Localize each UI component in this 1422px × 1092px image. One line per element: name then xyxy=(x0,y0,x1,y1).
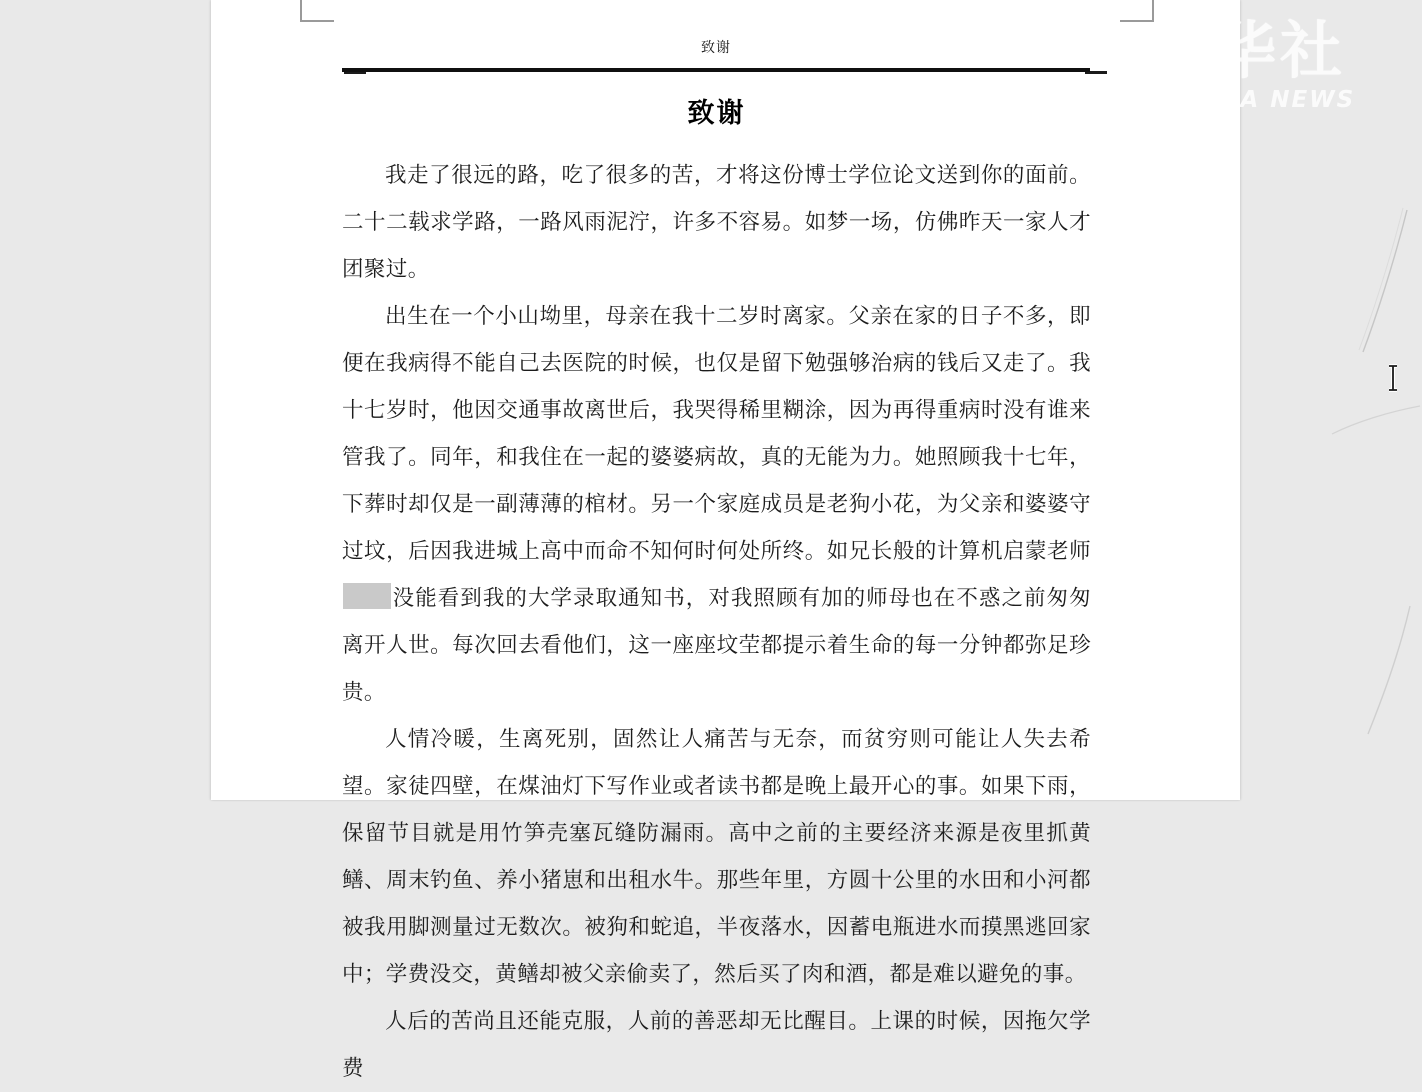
watermark-chinese: 新华社 xyxy=(1148,14,1347,87)
paragraph-1: 我走了很远的路，吃了很多的苦，才将这份博士学位论文送到你的面前。二十二载求学路，一路风雨泥泞，许多不容易。如梦一场，仿佛昨天一家人才团聚过。 xyxy=(342,163,1091,282)
running-header: 致谢 xyxy=(701,40,731,56)
watermark-english: XINHUA NEWS xyxy=(1148,87,1356,113)
margin-scribble-mid xyxy=(1330,400,1422,440)
paragraph-4-clipped: 人后的苦尚且还能克服，人前的善恶却无比醒目。上课的时候，因拖欠学费 xyxy=(342,1009,1091,1081)
paragraph-2 xyxy=(342,293,1091,716)
margin-corner-mark-top-left xyxy=(300,0,334,22)
document-body[interactable] xyxy=(342,92,1091,1092)
paragraph-3: 人情冷暖，生离死别，固然让人痛苦与无奈，而贫穷则可能让人失去希望。家徒四壁，在煤油灯下写作业或者读书都是晚上最开心的事。如果下雨，保留节目就是用竹笋壳塞瓦缝防漏雨。高中之前的主要经济来源是夜里抓黄鳝、周末钓鱼、养小猪崽和出租水牛。那些年里，方圆十公里的水田和小河都被我用脚测量过无数次。被狗和蛇追，半夜落水，因蓄电瓶进水而摸黑逃回家中；学费没交，黄鳝却被父亲偷卖了，然后买了肉和酒，都是难以避免的事。 xyxy=(342,727,1091,987)
document-page[interactable] xyxy=(211,0,1240,1081)
margin-scribble-upper xyxy=(1355,200,1415,360)
page-title: 致谢 xyxy=(687,98,746,129)
margin-scribble-lower xyxy=(1358,600,1418,740)
paragraph-2-part-1: 出生在一个小山坳里，母亲在我十二岁时离家。父亲在家的日子不多，即便在我病得不能自己去医院的时候，也仅是留下勉强够治病的钱后又走了。我十七岁时，他因交通事故离世后，我哭得稀里糊涂，因为再得重病时没有谁来管我了。同年，和我住在一起的婆婆病故，真的无能为力。她照顾我十七年，下葬时却仅是一副薄薄的棺材。另一个家庭成员是老狗小花，为父亲和婆婆守过坟，后因我进城上高中而命不知何时何处所终。如兄长般的计算机启蒙老师 xyxy=(342,304,1091,564)
redaction-block xyxy=(343,583,391,609)
text-cursor-ibeam xyxy=(1386,364,1400,392)
margin-corner-mark-top-right xyxy=(1120,0,1154,22)
paragraph-2-part-2: 没能看到我的大学录取通知书，对我照顾有加的师母也在不惑之前匆匆离开人世。每次回去看他们，这一座座坟茔都提示着生命的每一分钟都弥足珍贵。 xyxy=(342,586,1091,705)
header-separator-rule xyxy=(342,68,1090,72)
